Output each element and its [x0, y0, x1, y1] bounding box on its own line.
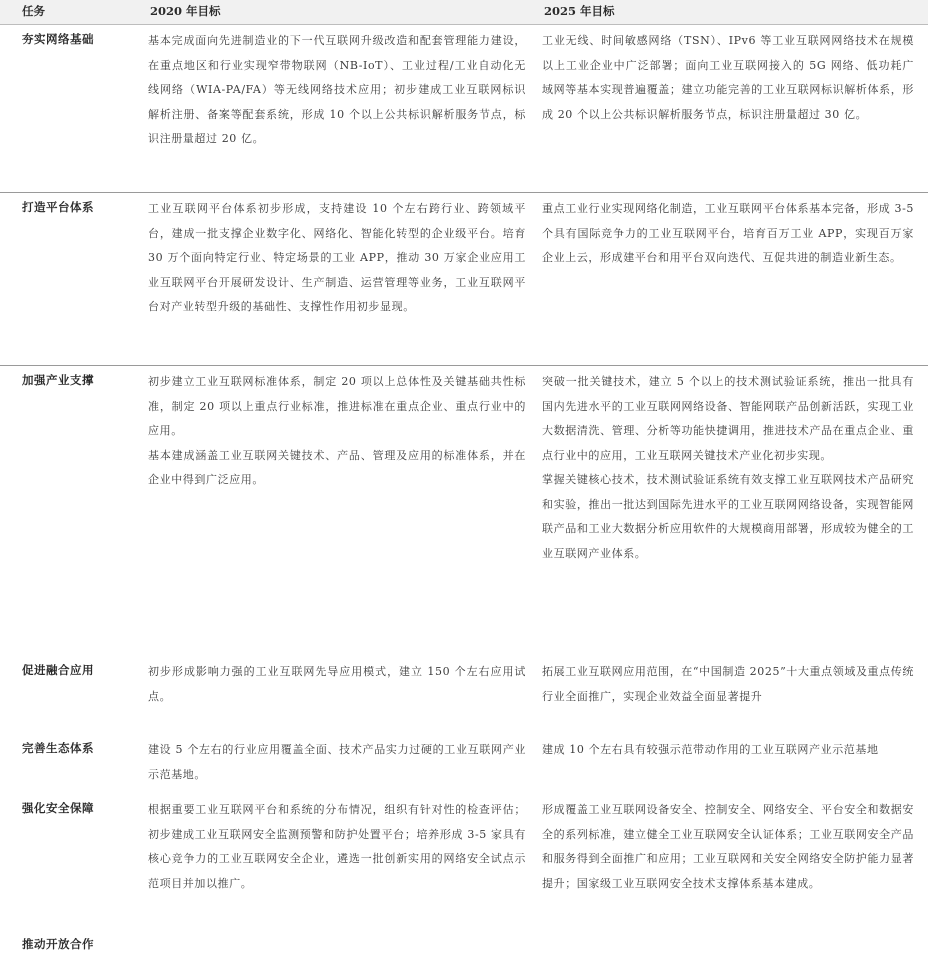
goal-2020-cell — [148, 738, 526, 787]
goal-2020-cell — [148, 370, 526, 493]
goal-2025-cell — [542, 798, 914, 896]
task-open-cooperation: 推动开放合作 — [22, 937, 94, 951]
goal-text: 掌握关键核心技术，技术测试验证系统有效支撑工业互联网技术产品研究和实验，推出一批达到国际先进水平的工业互联网网络设备，实现智能网联产品和工业大数据分析应用软件的大规模商用部署，形成较为健全的工业互联网产业体系。 — [542, 473, 914, 560]
goal-text: 工业互联网平台体系初步形成，支持建设 10 个左右跨行业、跨领域平台，建成一批支撑企业数字化、网络化、智能化转型的企业级平台。培育 30 万个面向特定行业、特定场景的工业 APP，推动 30 万家企业应用工业互联网平台开展研发设计、生产制造、运营管理等业务，工业互联网平台对产业转型升级的基础性、支撑性作用初步显现。 — [148, 202, 526, 313]
goal-text: 建设 5 个左右的行业应用覆盖全面、技术产品实力过硬的工业互联网产业示范基地。 — [148, 743, 526, 781]
goal-text: 工业无线、时间敏感网络（TSN）、IPv6 等工业互联网网络技术在规模以上工业企业中广泛部署；面向工业互联网接入的 5G 网络、低功耗广域网等基本实现普遍覆盖；建立功能完善的工业互联网标识解析体系，形成 20 个以上公共标识解析服务节点，标识注册量超过 30 亿。 — [542, 34, 914, 121]
table-row — [0, 193, 928, 366]
goal-text: 重点工业行业实现网络化制造，工业互联网平台体系基本完备，形成 3-5 个具有国际竞争力的工业互联网平台，培育百万工业 APP，实现百万家企业上云，形成建平台和用平台双向迭代、互促共进的制造业新生态。 — [542, 202, 914, 264]
goal-2020-cell — [148, 660, 526, 709]
goal-2025-cell — [542, 370, 914, 566]
table-row — [0, 366, 928, 656]
goal-text: 初步建立工业互联网标准体系，制定 20 项以上总体性及关键基础共性标准，制定 20 项以上重点行业标准，推进标准在重点企业、重点行业中的应用。 — [148, 375, 526, 437]
goal-2025-cell — [542, 660, 914, 709]
table-row — [0, 656, 928, 734]
task-ecosystem: 完善生态体系 — [22, 741, 94, 755]
goal-text: 根据重要工业互联网平台和系统的分布情况，组织有针对性的检查评估；初步建成工业互联网安全监测预警和防护处置平台；培养形成 3-5 家具有核心竞争力的工业互联网安全企业，遴选一批创新实用的网络安全试点示范项目并加以推广。 — [148, 803, 526, 890]
goal-2020-cell — [148, 197, 526, 320]
table-header — [0, 0, 928, 25]
goal-text: 初步形成影响力强的工业互联网先导应用模式，建立 150 个左右应用试点。 — [148, 665, 526, 703]
table-row — [0, 734, 928, 794]
goal-text: 突破一批关键技术，建立 5 个以上的技术测试验证系统，推出一批具有国内先进水平的工业互联网网络设备、智能网联产品创新活跃，实现工业大数据清洗、管理、分析等功能快捷调用，推进技术产品在重点企业、重点行业中的应用，工业互联网关键技术产业化初步实现。 — [542, 375, 914, 462]
task-industry-support: 加强产业支撑 — [22, 373, 94, 387]
goal-text: 建成 10 个左右具有较强示范带动作用的工业互联网产业示范基地 — [542, 743, 879, 756]
task-integration-application: 促进融合应用 — [22, 663, 94, 677]
task-security: 强化安全保障 — [22, 801, 94, 815]
goal-2025-cell — [542, 738, 914, 763]
goal-2025-cell — [542, 197, 914, 271]
table-row — [0, 794, 928, 930]
table-row — [0, 930, 928, 956]
goal-text: 基本建成涵盖工业互联网关键技术、产品、管理及应用的标准体系，并在企业中得到广泛应用。 — [148, 448, 526, 486]
header-2020-goal: 2020 年目标 — [150, 4, 221, 18]
header-2025-goal: 2025 年目标 — [544, 4, 615, 18]
goal-text: 基本完成面向先进制造业的下一代互联网升级改造和配套管理能力建设，在重点地区和行业实现窄带物联网（NB-IoT）、工业过程/工业自动化无线网络（WIA-PA/FA）等无线网络技术应用；初步建成工业互联网标识解析注册、备案等配套系统，形成 10 个以上公共标识解析服务节点，标识注册量超过 20 亿。 — [148, 34, 526, 145]
task-platform-system: 打造平台体系 — [22, 200, 94, 214]
goal-2020-cell — [148, 798, 526, 896]
goal-text: 形成覆盖工业互联网设备安全、控制安全、网络安全、平台安全和数据安全的系列标准，建立健全工业互联网安全认证体系；工业互联网安全产品和服务得到全面推广和应用；工业互联网和关安全网络安全防护能力显著提升；国家级工业互联网安全技术支撑体系基本建成。 — [542, 803, 914, 890]
goal-text: 拓展工业互联网应用范围，在“中国制造 2025”十大重点领域及重点传统行业全面推广，实现企业效益全面显著提升 — [542, 665, 914, 703]
table-row — [0, 25, 928, 193]
task-network-foundation: 夯实网络基础 — [22, 32, 94, 46]
goal-2020-cell — [148, 29, 526, 152]
goal-2025-cell — [542, 29, 914, 127]
header-task: 任务 — [22, 4, 45, 18]
